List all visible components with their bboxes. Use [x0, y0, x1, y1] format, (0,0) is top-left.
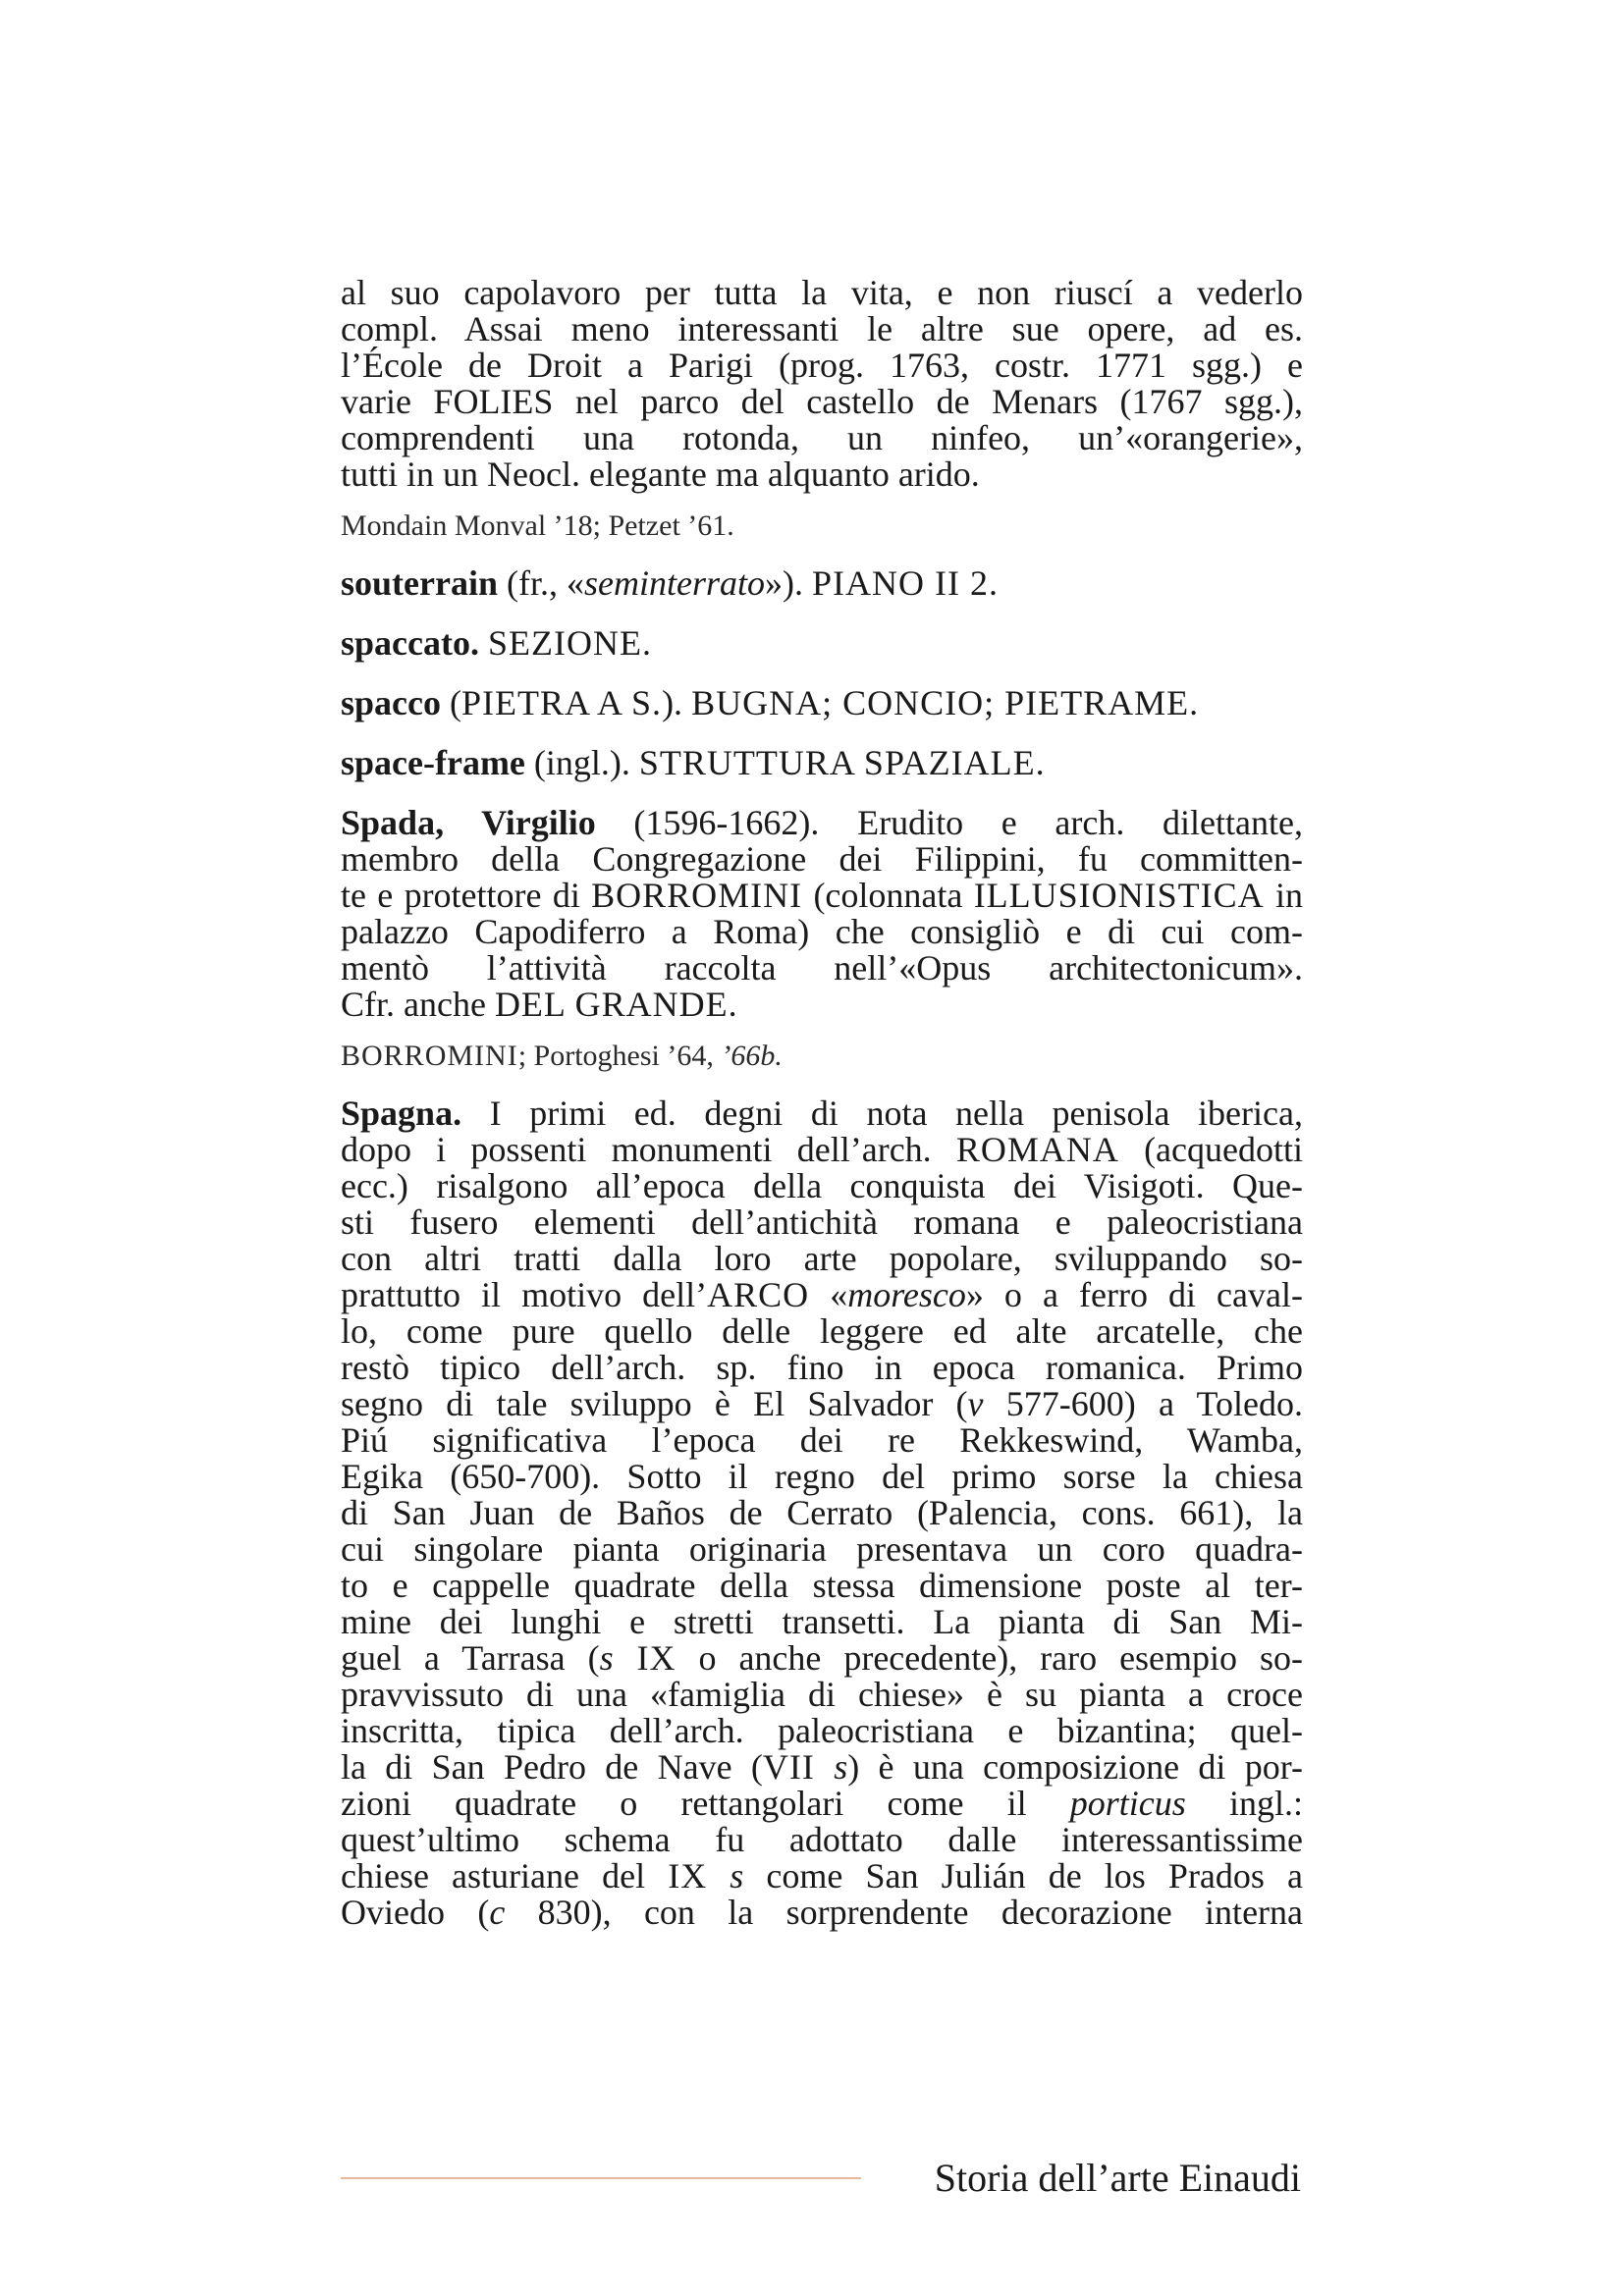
text-column [341, 275, 1303, 1931]
text-line: zioni quadrate o rettangolari come il porticus ingl.: [341, 1784, 1303, 1823]
text-line: Spagna. I primi ed. degni di nota nella penisola iberica, [341, 1094, 1303, 1133]
text-line: mine dei lunghi e stretti transetti. La pianta di San Mi- [341, 1602, 1303, 1641]
entry-souterrain: souterrain (fr., «seminterrato»). PIANO II 2. [341, 563, 999, 603]
text-line: pravvissuto di una «famiglia di chiese» è su pianta a croce [341, 1675, 1303, 1714]
footer-divider [341, 2177, 861, 2179]
text-line: l’École de Droit a Parigi (prog. 1763, costr. 1771 sgg.) e [341, 346, 1303, 385]
text-line: membro della Congregazione dei Filippini, fu committen- [341, 839, 1303, 879]
entry-spada [341, 805, 1303, 1072]
text-line: guel a Tarrasa (s IX o anche precedente), raro esempio so- [341, 1638, 1303, 1678]
cross-reference: STRUTTURA SPAZIALE. [638, 743, 1046, 782]
headword: souterrain [341, 563, 498, 603]
cross-reference: BUGNA; CONCIO; PIETRAME. [691, 683, 1200, 722]
text-line: quest’ultimo schema fu adottato dalle interessantissime [341, 1820, 1303, 1859]
headword: space-frame [341, 743, 525, 782]
text-line: cui singolare pianta originaria presentava un coro quadra- [341, 1529, 1303, 1569]
cross-reference: PIETRA A S. [461, 683, 663, 722]
footer-title: Storia dell’arte Einaudi [934, 2156, 1301, 2200]
text-line: mentò l’attività raccolta nell’«Opus architectonicum». [341, 948, 1303, 988]
entry-spagna [341, 1095, 1303, 1931]
text-line: al suo capolavoro per tutta la vita, e non riuscí a vederlo [341, 273, 1303, 312]
text-line: Oviedo (c 830), con la sorprendente decorazione interna [341, 1893, 1304, 1932]
text-line: la di San Pedro de Nave (VII s) è una composizione di por- [341, 1747, 1303, 1787]
entry-spaccato [341, 625, 1303, 662]
entry-spacco: spacco (PIETRA A S.). BUGNA; CONCIO; PIETRAME. [341, 683, 1200, 722]
bibliography-ref: Mondain Monval ’18; Petzet ’61. [341, 509, 734, 542]
headword: Spagna. [341, 1094, 462, 1133]
text-line: restò tipico dell’arch. sp. fino in epoca romanica. Primo [341, 1348, 1303, 1387]
text-line: varie FOLIES nel parco del castello de Menars (1767 sgg.), [341, 382, 1303, 421]
text-line: sti fusero elementi dell’antichità romana e paleocristiana [341, 1202, 1303, 1242]
text-line: chiese asturiane del IX s come San Julián de los Prados a [341, 1856, 1304, 1896]
bibliography-ref: BORROMINI; Portoghesi ’64, ’66b. [341, 1040, 783, 1072]
text-line: comprendenti una rotonda, un ninfeo, un’«orangerie», [341, 418, 1303, 457]
entry-space-frame: space-frame (ingl.). STRUTTURA SPAZIALE. [341, 743, 1046, 782]
cross-reference: PIANO II 2. [811, 563, 999, 603]
text-line: Spada, Virgilio (1596-1662). Erudito e arch. dilettante, [341, 803, 1303, 842]
text-line: dopo i possenti monumenti dell’arch. ROMANA (acquedotti [341, 1130, 1303, 1169]
text-line: Cfr. anche DEL GRANDE. [341, 985, 738, 1024]
text-line: Egika (650-700). Sotto il regno del primo sorse la chiesa [341, 1457, 1303, 1496]
text-line: prattutto il motivo dell’ARCO «moresco» o a ferro di caval- [341, 1275, 1303, 1314]
headword: Spada, Virgilio [341, 803, 596, 842]
cross-reference: SEZIONE. [487, 623, 652, 663]
headword: spaccato. [341, 623, 479, 663]
text-line: ecc.) risalgono all’epoca della conquista dei Visigoti. Que- [341, 1166, 1303, 1205]
text-line: segno di tale sviluppo è El Salvador (v 577-600) a Toledo. [341, 1384, 1303, 1423]
entry-continuation [341, 275, 1303, 542]
text-line: Piú significativa l’epoca dei re Rekkeswind, Wamba, [341, 1420, 1303, 1460]
text-line: con altri tratti dalla loro arte popolare, sviluppando so- [341, 1239, 1303, 1278]
text-line: lo, come pure quello delle leggere ed alte arcatelle, che [341, 1311, 1303, 1351]
text-line: inscritta, tipica dell’arch. paleocristiana e bizantina; quel- [341, 1711, 1303, 1750]
text-line: compl. Assai meno interessanti le altre sue opere, ad es. [341, 309, 1303, 348]
headword: spacco [341, 683, 441, 722]
text-line: palazzo Capodiferro a Roma) che consigliò e di cui com- [341, 912, 1303, 951]
text-line: di San Juan de Baños de Cerrato (Palencia, cons. 661), la [341, 1493, 1303, 1532]
text-line: to e cappelle quadrate della stessa dimensione poste al ter- [341, 1566, 1303, 1605]
text-line: te e protettore di BORROMINI (colonnata ILLUSIONISTICA in [341, 876, 1303, 915]
text-line: tutti in un Neocl. elegante ma alquanto arido. [341, 454, 980, 494]
